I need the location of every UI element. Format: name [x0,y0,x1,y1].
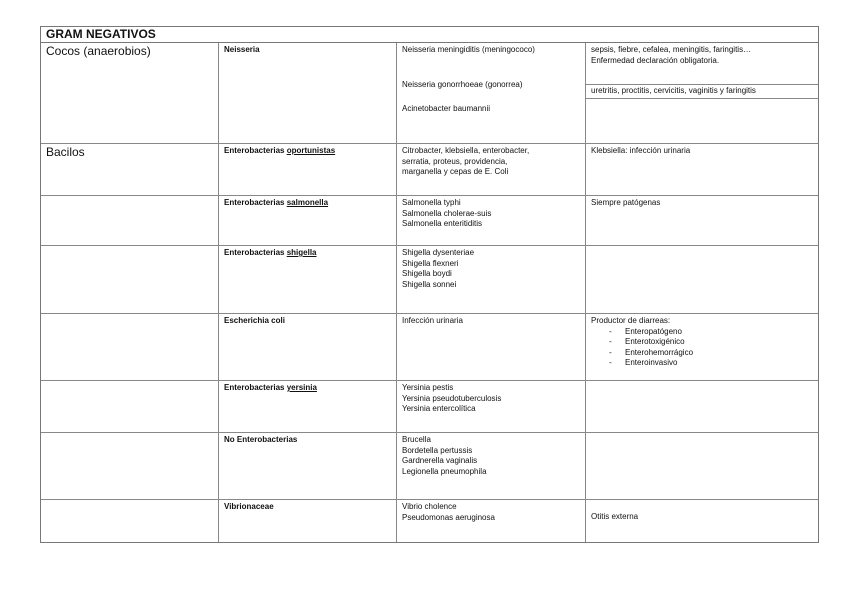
family-vibrio: Vibrionaceae [219,500,397,542]
note-meningitidis [586,43,818,85]
group-cocos: Cocos (anaerobios) [41,43,219,143]
species-cell-shigella [397,246,586,313]
species-oportunistas-2: serratia, proteus, providencia, [402,156,508,166]
table-row-ecoli [41,314,818,381]
group-empty [41,500,219,542]
note-meningitidis-line1: sepsis, fiebre, cefalea, meningitis, faringitis… [591,45,752,54]
family-yersinia [219,381,397,432]
species-oportunistas-3: marganella y cepas de E. Coli [402,167,509,176]
species-vibrio-2: Pseudomonas aeruginosa [402,512,495,522]
family-shigella [219,246,397,313]
table-row-cocos [41,43,818,144]
species-acinetobacter: Acinetobacter baumannii [402,104,491,113]
ecoli-type-2: - Enterotoxigénico [609,337,685,346]
group-empty [41,433,219,499]
species-salmonella-2: Salmonella cholerae-suis [402,208,492,218]
family-salmonella-prefix: Enterobacterias [224,198,285,207]
species-cell-ecoli [397,314,586,380]
family-oportunistas [219,144,397,195]
table-row-oportunistas [41,144,818,196]
ecoli-type-1-label: Enteropatógeno [625,326,682,336]
note-gonorrhoeae [586,85,818,99]
group-empty [41,196,219,245]
family-yersinia-name: yersinia [286,383,317,392]
family-ecoli: Escherichia coli [219,314,397,380]
note-ecoli: Productor de diarreas: [591,316,671,325]
table-row-yersinia [41,381,818,433]
species-vibrio-1: Vibrio cholence [402,502,457,511]
species-shigella-4: Shigella sonnei [402,279,457,289]
ecoli-type-3-label: Enterohemorrágico [625,347,694,357]
note-oportunistas: Klebsiella: infección urinaria [591,146,691,155]
species-cell-yersinia [397,381,586,432]
group-empty [41,314,219,380]
ecoli-type-3: - Enterohemorrágico [609,347,694,357]
table-row-shigella [41,246,818,314]
species-cell-vibrio [397,500,586,542]
notes-cell-shigella [586,246,818,313]
family-oportunistas-name: oportunistas [286,146,336,155]
notes-cell-no-entero [586,433,818,499]
note-meningitidis-line2: Enfermedad declaración obligatoria. [591,55,720,65]
species-oportunistas-1: Citrobacter, klebsiella, enterobacter, [402,146,530,155]
notes-cell-vibrio [586,500,818,542]
species-yersinia-2: Yersinia pseudotuberculosis [402,393,502,403]
note-salmonella: Siempre patógenas [591,198,661,207]
species-cell-neisseria [397,43,586,143]
note-gonorrhoeae-line: uretritis, proctitis, cervicitis, vaginitis y faringitis [591,86,756,95]
bacteria-table [40,26,819,543]
table-title: GRAM NEGATIVOS [41,27,818,43]
ecoli-type-2-label: Enterotoxigénico [625,337,685,346]
group-empty [41,381,219,432]
family-no-entero: No Enterobacterias [219,433,397,499]
notes-cell-neisseria [586,43,818,143]
family-shigella-name: shigella [286,248,317,257]
species-salmonella-1: Salmonella typhi [402,198,461,207]
notes-cell-salmonella [586,196,818,245]
species-meningitidis: Neisseria meningiditis (meningococo) [402,45,535,54]
group-empty [41,246,219,313]
species-no-entero-2: Bordetella pertussis [402,445,473,455]
notes-cell-yersinia [586,381,818,432]
species-cell-no-entero [397,433,586,499]
family-yersinia-prefix: Enterobacterias [224,383,285,392]
species-ecoli-1: Infección urinaria [402,316,463,325]
species-no-entero-1: Brucella [402,435,431,444]
species-yersinia-1: Yersinia pestis [402,383,454,392]
species-shigella-1: Shigella dysenteriae [402,248,475,257]
notes-cell-ecoli [586,314,818,380]
family-neisseria: Neisseria [219,43,397,143]
species-no-entero-3: Gardnerella vaginalis [402,456,478,465]
note-vibrio: Otitis externa [591,512,639,521]
table-row-salmonella [41,196,818,246]
family-salmonella-name: salmonella [286,198,329,207]
species-no-entero-4: Legionella pneumophila [402,466,487,476]
species-shigella-3: Shigella boydi [402,269,452,278]
species-cell-oportunistas [397,144,586,195]
family-salmonella [219,196,397,245]
table-row-vibrio [41,500,818,542]
family-shigella-prefix: Enterobacterias [224,248,285,257]
species-gonorrhoeae: Neisseria gonorrhoeae (gonorrea) [402,79,523,89]
species-shigella-2: Shigella flexneri [402,258,459,268]
group-bacilos: Bacilos [41,144,219,195]
family-oportunistas-prefix: Enterobacterias [224,146,285,155]
species-salmonella-3: Salmonella enteritiditis [402,219,483,228]
table-row-no-entero [41,433,818,500]
ecoli-type-4: - Enteroinvasivo [609,358,678,367]
ecoli-type-4-label: Enteroinvasivo [625,358,678,367]
ecoli-type-1: - Enteropatógeno [609,326,682,336]
notes-cell-oportunistas [586,144,818,195]
species-cell-salmonella [397,196,586,245]
species-yersinia-3: Yersinia entercolítica [402,404,476,413]
